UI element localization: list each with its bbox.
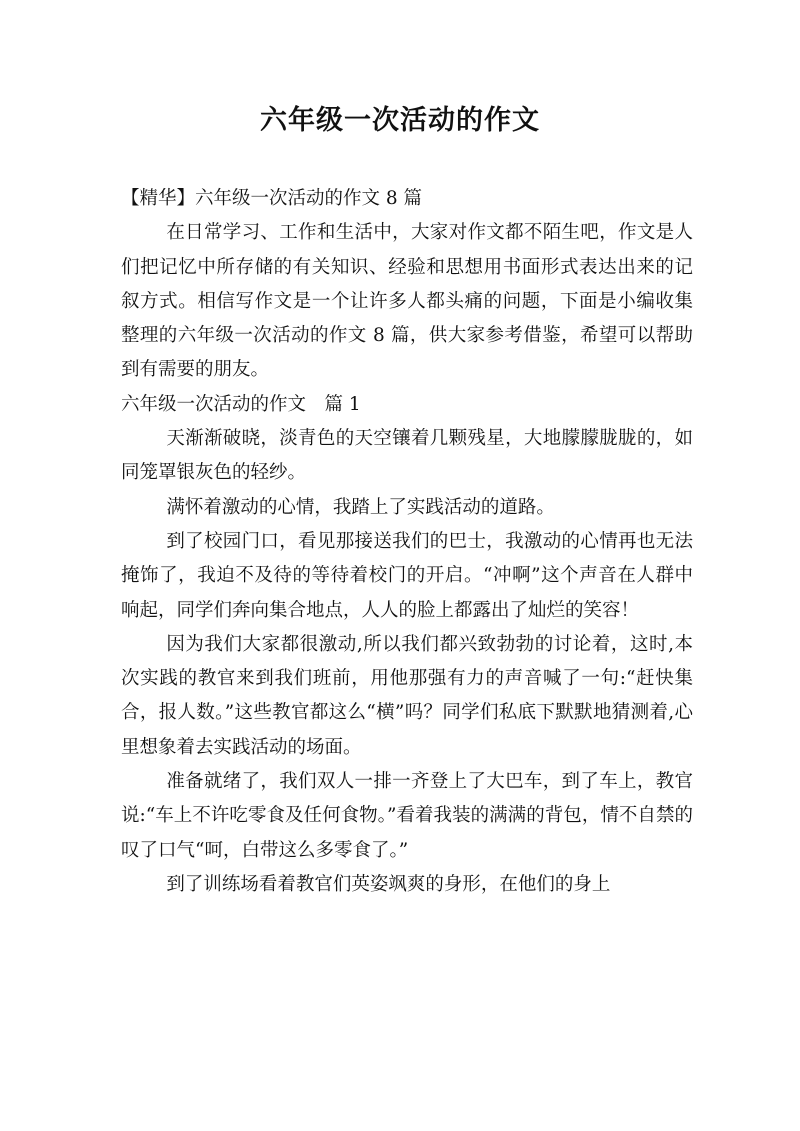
body-paragraph: 因为我们大家都很激动,所以我们都兴致勃勃的讨论着，这时,本次实践的教官来到我们班前，用他那强有力的声音喊了一句:“赶快集合，报人数。”这些教官都这么“横”吗？同学们私底下默默地猜测着,心里想象着去实践活动的场面。 <box>121 633 693 758</box>
body-paragraph: 准备就绪了，我们双人一排一齐登上了大巴车，到了车上，教官说:“车上不许吃零食及任何食物。”看着我装的满满的背包，情不自禁的叹了口气“呵，白带这么多零食了。” <box>121 771 693 861</box>
document-body <box>121 182 693 902</box>
section-heading: 六年级一次活动的作文 篇 1 <box>121 393 361 415</box>
body-paragraph: 到了校园门口，看见那接送我们的巴士，我激动的心情再也无法掩饰了，我迫不及待的等待着校门的开启。“冲啊”这个声音在人群中响起，同学们奔向集合地点，人人的脸上都露出了灿烂的笑容！ <box>121 530 693 621</box>
body-paragraph: 到了训练场看着教官们英姿飒爽的身形，在他们的身上 <box>166 873 611 895</box>
intro-heading: 【精华】六年级一次活动的作文 8 篇 <box>121 188 423 209</box>
document-title: 六年级一次活动的作文 <box>260 105 540 136</box>
body-paragraph: 天渐渐破晓，淡青色的天空镶着几颗残星，大地朦朦胧胧的，如同笼罩银灰色的轻纱。 <box>121 428 693 484</box>
body-paragraph: 满怀着激动的心情，我踏上了实践活动的道路。 <box>166 496 555 518</box>
intro-paragraph: 在日常学习、工作和生活中，大家对作文都不陌生吧，作文是人们把记忆中所存储的有关知识、经验和思想用书面形式表达出来的记叙方式。相信写作文是一个让许多人都头痛的问题，下面是小编收集整理的六年级一次活动的作文 8 篇，供大家参考借鉴，希望可以帮助到有需要的朋友。 <box>121 222 693 381</box>
